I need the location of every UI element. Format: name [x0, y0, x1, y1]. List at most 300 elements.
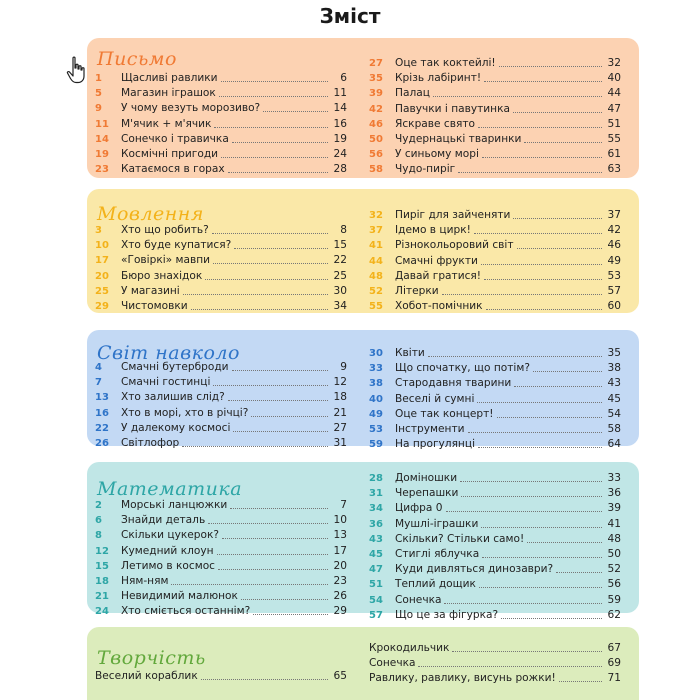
dot-leader: [474, 233, 602, 234]
toc-entry-title: Інструменти: [395, 422, 465, 435]
dot-leader: [263, 111, 328, 112]
toc-entry-number: 3: [95, 225, 102, 236]
toc-entry-number: 33: [369, 363, 383, 375]
toc-entry: [369, 486, 621, 501]
toc-entry-page: 11: [333, 87, 347, 100]
dot-leader: [233, 431, 328, 432]
dot-leader: [486, 309, 602, 310]
toc-entry-title: Морські ланцюжки: [121, 499, 228, 511]
toc-entry-title: Хобот-помічник: [395, 300, 483, 313]
toc-entry-number: 44: [369, 255, 383, 267]
toc-entry-page: 61: [607, 148, 621, 161]
toc-entry-page: 48: [607, 532, 621, 545]
toc-entry: [95, 421, 347, 436]
toc-entry: [369, 577, 621, 592]
toc-entry-number: 29: [95, 300, 109, 312]
toc-entry-page: 54: [607, 407, 621, 420]
toc-entry-number: 37: [369, 225, 383, 237]
toc-entry-number: 25: [95, 285, 109, 297]
toc-entry: [369, 223, 621, 238]
dot-leader: [251, 416, 328, 417]
toc-entry: [95, 669, 347, 684]
page-title: Зміст: [319, 4, 381, 28]
toc-entry: [369, 238, 621, 253]
dot-leader: [219, 96, 328, 97]
toc-entry-number: 40: [369, 393, 383, 405]
toc-entry-title: Стародавня тварини: [395, 377, 512, 390]
toc-entry: [369, 471, 621, 486]
toc-entry-number: 4: [95, 362, 102, 373]
toc-entry-title: У чому везуть морозиво?: [121, 102, 261, 115]
toc-entry-number: 48: [369, 270, 383, 282]
toc-entry-title: Доміношки: [395, 472, 458, 484]
toc-entry-title: Стиглі яблучка: [395, 547, 480, 560]
toc-entry-number: 10: [95, 240, 109, 252]
dot-leader: [234, 248, 328, 249]
dot-leader: [171, 584, 328, 585]
dot-leader: [442, 294, 602, 295]
toc-entry-number: 5: [95, 88, 102, 100]
toc-entry-title: Оце так коктейлі!: [395, 57, 496, 69]
toc-entry-page: 38: [607, 362, 621, 375]
toc-entry-title: Знайди деталь: [121, 514, 206, 527]
toc-entry-number: 23: [95, 164, 109, 176]
toc-entry-page: 69: [607, 657, 621, 670]
toc-entry: [369, 132, 621, 147]
toc-entry-page: 36: [607, 487, 621, 500]
dot-leader: [499, 66, 602, 67]
toc-entry-number: 31: [369, 488, 383, 500]
toc-entry-page: 18: [333, 391, 347, 404]
toc-entry-number: 34: [369, 503, 383, 515]
toc-entry-page: 59: [607, 593, 621, 606]
toc-entry: [369, 532, 621, 547]
dot-leader: [433, 96, 602, 97]
toc-entry-title: У далекому космосі: [121, 421, 231, 434]
dot-leader: [232, 370, 328, 371]
dot-leader: [222, 538, 328, 539]
toc-entry-page: 15: [333, 239, 347, 252]
toc-entry-page: 40: [607, 72, 621, 85]
toc-entry-page: 21: [333, 406, 347, 419]
toc-entry-number: 59: [369, 439, 383, 451]
dot-leader: [444, 603, 602, 604]
toc-entry-page: 51: [607, 117, 621, 130]
toc-entry-title: Скільки? Стільки само!: [395, 532, 525, 545]
toc-entry-page: 45: [607, 392, 621, 405]
toc-entry: [95, 406, 347, 421]
toc-entry-page: 12: [333, 376, 347, 389]
toc-entry-page: 28: [333, 163, 347, 176]
toc-entry-page: 16: [333, 117, 347, 130]
dot-leader: [484, 279, 602, 280]
toc-entry: [95, 528, 347, 543]
toc-entry: [95, 498, 347, 513]
toc-entry: [369, 437, 621, 452]
dot-leader: [458, 172, 602, 173]
toc-entry-title: Космічні пригоди: [121, 147, 219, 160]
toc-entry: [95, 86, 347, 101]
toc-entry-title: Пиріг для зайченяти: [395, 209, 511, 221]
toc-entry-page: 6: [340, 72, 347, 84]
section-tvorchist: [87, 627, 639, 700]
toc-entry-number: 18: [95, 575, 109, 587]
toc-entry-page: 17: [333, 544, 347, 557]
dot-leader: [481, 264, 602, 265]
toc-entry-title: Катаємося в горах: [121, 163, 225, 176]
toc-entry: [369, 117, 621, 132]
toc-entry-title: Куди дивляться динозаври?: [395, 563, 554, 576]
toc-entry-number: 38: [369, 378, 383, 390]
toc-column-left: [95, 669, 347, 684]
toc-entry: [369, 547, 621, 562]
toc-entry-number: 55: [369, 301, 383, 313]
toc-entry-number: 2: [95, 500, 102, 511]
section-pysmo: [87, 38, 639, 178]
toc-entry-page: 49: [607, 254, 621, 267]
toc-entry-number: 30: [369, 348, 383, 359]
toc-entry-title: Скільки цукерок?: [121, 529, 220, 542]
toc-entry: [369, 162, 621, 177]
toc-entry-number: 1: [95, 73, 102, 84]
toc-entry-number: 11: [95, 118, 109, 130]
toc-entry-number: 21: [95, 591, 109, 603]
toc-entry: [95, 71, 347, 86]
toc-entry-number: 42: [369, 103, 383, 115]
toc-entry-page: 10: [333, 514, 347, 527]
toc-entry-page: 55: [607, 132, 621, 145]
toc-entry: [95, 513, 347, 528]
dot-leader: [527, 542, 602, 543]
dot-leader: [221, 81, 328, 82]
toc-entry-number: 39: [369, 88, 383, 100]
toc-entry-title: Чистомовки: [121, 299, 188, 312]
toc-entry-title: Давай гратися!: [395, 269, 482, 282]
toc-entry-title: Яскраве свято: [395, 117, 476, 130]
toc-entry-title: Ням-ням: [121, 574, 169, 587]
toc-entry-number: 47: [369, 564, 383, 576]
toc-entry: [369, 254, 621, 269]
toc-entry-title: Чудернацькі тваринки: [395, 132, 522, 145]
dot-leader: [452, 651, 602, 652]
toc-entry-page: 22: [333, 254, 347, 267]
toc-entry-page: 25: [333, 269, 347, 282]
toc-entry-title: Оце так концерт!: [395, 407, 494, 420]
toc-entry-page: 13: [333, 529, 347, 542]
toc-entry-number: 19: [95, 148, 109, 160]
toc-column-right: [369, 346, 621, 452]
toc-entry-number: 24: [95, 606, 109, 618]
toc-entry-page: 42: [607, 224, 621, 237]
toc-entry-number: 56: [369, 149, 383, 161]
section-movlennia: [87, 189, 639, 313]
toc-entry-title: Равлику, равлику, висунь рожки!: [369, 672, 556, 685]
toc-column-right: [369, 471, 621, 623]
toc-entry: [369, 102, 621, 117]
toc-column-right: [369, 56, 621, 178]
toc-entry: [95, 223, 347, 238]
toc-entry-page: 39: [607, 502, 621, 515]
toc-entry-title: Невидимий малюнок: [121, 590, 238, 603]
toc-entry: [95, 132, 347, 147]
toc-entry: [95, 604, 347, 619]
toc-entry-title: Чудо-пиріг: [395, 163, 456, 176]
dot-leader: [213, 263, 328, 264]
toc-entry-page: 46: [607, 239, 621, 252]
hand-cursor-icon: [66, 56, 86, 84]
dot-leader: [228, 400, 328, 401]
toc-entry-page: 24: [333, 147, 347, 160]
dot-leader: [218, 569, 328, 570]
toc-entry-page: 23: [333, 574, 347, 587]
toc-column-left: [95, 360, 347, 451]
toc-entry: [95, 390, 347, 405]
toc-entry-page: 20: [333, 559, 347, 572]
dot-leader: [477, 402, 602, 403]
toc-entry-number: 15: [95, 560, 109, 572]
toc-entry-page: 9: [340, 361, 347, 373]
dot-leader: [482, 157, 602, 158]
section-title: Письмо: [97, 48, 177, 70]
toc-entry: [95, 436, 347, 451]
dot-leader: [214, 127, 328, 128]
dot-leader: [501, 618, 602, 619]
toc-entry-title: Ідемо в цирк!: [395, 224, 471, 237]
toc-entry-number: 17: [95, 255, 109, 267]
dot-leader: [217, 554, 328, 555]
toc-entry-title: Сонечка: [369, 657, 416, 670]
dot-leader: [418, 666, 602, 667]
toc-entry-title: Сонечка: [395, 593, 442, 606]
dot-leader: [533, 371, 602, 372]
toc-entry: [369, 608, 621, 623]
dot-leader: [556, 572, 602, 573]
toc-entry-page: 64: [607, 438, 621, 451]
toc-entry-title: Крізь лабіринт!: [395, 72, 482, 85]
dot-leader: [484, 81, 602, 82]
dot-leader: [428, 356, 602, 357]
toc-entry-page: 63: [607, 163, 621, 176]
dot-leader: [497, 417, 602, 418]
dot-leader: [482, 557, 602, 558]
toc-entry-number: 36: [369, 518, 383, 530]
dot-leader: [481, 527, 602, 528]
toc-entry: [369, 392, 621, 407]
section-matematyka: [87, 462, 639, 621]
toc-column-left: [95, 71, 347, 177]
toc-entry-number: 7: [95, 377, 102, 389]
toc-entry-page: 71: [607, 672, 621, 685]
toc-column-right: [369, 641, 621, 687]
toc-entry-page: 53: [607, 269, 621, 282]
toc-entry-number: 57: [369, 609, 383, 621]
toc-entry: [369, 407, 621, 422]
toc-entry-page: 57: [607, 284, 621, 297]
dot-leader: [460, 481, 602, 482]
dot-leader: [212, 233, 328, 234]
toc-entry-title: Хто залишив слід?: [121, 391, 225, 404]
dot-leader: [183, 294, 328, 295]
toc-entry: [369, 641, 621, 656]
toc-entry-title: Хто буде купатися?: [121, 239, 232, 252]
toc-column-left: [95, 223, 347, 314]
dot-leader: [446, 511, 603, 512]
toc-entry: [95, 238, 347, 253]
dot-leader: [468, 432, 602, 433]
toc-entry-page: 35: [607, 347, 621, 359]
toc-entry-page: 65: [333, 670, 347, 682]
toc-entry-page: 29: [333, 605, 347, 618]
toc-entry-number: 43: [369, 533, 383, 545]
toc-entry-number: 9: [95, 103, 102, 115]
dot-leader: [479, 587, 602, 588]
toc-entry: [95, 269, 347, 284]
toc-entry: [95, 559, 347, 574]
toc-entry-title: Веселі й сумні: [395, 392, 475, 405]
toc-entry-page: 58: [607, 422, 621, 435]
toc-entry: [369, 86, 621, 101]
toc-entry-title: Світлофор: [121, 436, 180, 449]
toc-entry-page: 41: [607, 517, 621, 530]
toc-entry: [95, 299, 347, 314]
toc-entry-number: 16: [95, 407, 109, 419]
toc-entry-title: Теплий дощик: [395, 578, 476, 591]
toc-entry-number: 53: [369, 423, 383, 435]
dot-leader: [461, 496, 602, 497]
dot-leader: [208, 523, 328, 524]
dot-leader: [478, 447, 602, 448]
dot-leader: [213, 385, 328, 386]
toc-entry-title: Літерки: [395, 284, 439, 297]
toc-entry-title: Кумедний клоун: [121, 544, 214, 557]
dot-leader: [201, 679, 328, 680]
toc-entry-number: 32: [369, 210, 383, 221]
toc-entry-title: Смачні гостинці: [121, 376, 211, 389]
toc-entry: [95, 544, 347, 559]
toc-entry-title: Смачні бутерброди: [121, 361, 229, 373]
toc-entry-title: Сонечко і травичка: [121, 132, 229, 145]
toc-entry-page: 19: [333, 132, 347, 145]
toc-entry-page: 7: [340, 499, 347, 511]
toc-entry-page: 62: [607, 608, 621, 621]
toc-entry-number: 14: [95, 133, 109, 145]
dot-leader: [232, 142, 328, 143]
dot-leader: [205, 279, 328, 280]
toc-entry: [369, 56, 621, 71]
dot-leader: [221, 157, 328, 158]
toc-entry-title: Що спочатку, що потім?: [395, 362, 530, 375]
toc-entry-title: Хто в морі, хто в річці?: [121, 406, 249, 419]
toc-entry: [369, 593, 621, 608]
toc-entry: [369, 269, 621, 284]
toc-entry-number: 46: [369, 118, 383, 130]
toc-entry: [95, 147, 347, 162]
section-title: Мовлення: [97, 203, 204, 225]
toc-entry-title: Хто сміється останнім?: [121, 605, 251, 618]
dot-leader: [559, 681, 602, 682]
toc-entry-page: 50: [607, 547, 621, 560]
toc-entry-title: Черепашки: [395, 487, 459, 500]
dot-leader: [478, 127, 602, 128]
dot-leader: [241, 599, 328, 600]
toc-entry-title: Хто що робить?: [121, 224, 209, 236]
toc-entry: [369, 361, 621, 376]
toc-entry-title: Що це за фігурка?: [395, 608, 499, 621]
toc-entry: [369, 501, 621, 516]
toc-entry-page: 27: [333, 421, 347, 434]
toc-entry-number: 35: [369, 73, 383, 85]
toc-entry-page: 31: [333, 436, 347, 449]
dot-leader: [191, 309, 328, 310]
dot-leader: [524, 142, 602, 143]
toc-entry-page: 60: [607, 300, 621, 313]
toc-entry-title: Мушлі-іграшки: [395, 517, 479, 530]
dot-leader: [228, 172, 328, 173]
dot-leader: [513, 112, 602, 113]
toc-entry: [369, 562, 621, 577]
toc-entry-page: 30: [333, 284, 347, 297]
toc-entry: [369, 656, 621, 671]
toc-entry-page: 26: [333, 590, 347, 603]
toc-entry-title: У синьому морі: [395, 148, 479, 161]
toc-entry: [95, 162, 347, 177]
toc-entry-page: 37: [607, 209, 621, 221]
toc-entry: [95, 117, 347, 132]
toc-entry-title: На прогулянці: [395, 438, 476, 451]
toc-entry: [369, 299, 621, 314]
toc-entry: [95, 375, 347, 390]
toc-entry-number: 26: [95, 437, 109, 449]
toc-entry: [369, 208, 621, 223]
toc-entry-title: Крокодильчик: [369, 642, 450, 654]
dot-leader: [230, 508, 328, 509]
toc-entry-title: Різнокольоровий світ: [395, 239, 514, 252]
toc-entry-title: Палац: [395, 87, 430, 100]
toc-entry: [369, 517, 621, 532]
toc-entry: [369, 376, 621, 391]
toc-entry-number: 41: [369, 240, 383, 252]
section-title: Математика: [97, 478, 243, 500]
toc-entry-title: Щасливі равлики: [121, 72, 218, 84]
toc-entry-number: 54: [369, 594, 383, 606]
dot-leader: [513, 218, 602, 219]
toc-entry-page: 8: [340, 224, 347, 236]
toc-entry-number: 20: [95, 270, 109, 282]
toc-entry-number: 22: [95, 422, 109, 434]
toc-entry: [369, 284, 621, 299]
toc-entry: [369, 671, 621, 686]
toc-entry: [369, 422, 621, 437]
dot-leader: [253, 614, 328, 615]
toc-entry-number: 27: [369, 58, 383, 69]
toc-entry: [95, 360, 347, 375]
toc-entry-number: 51: [369, 579, 383, 591]
toc-entry-title: Бюро знахідок: [121, 269, 203, 282]
toc-entry-title: Квіти: [395, 347, 425, 359]
toc-entry-title: М'ячик + м'ячик: [121, 117, 212, 130]
toc-entry-page: 67: [607, 642, 621, 654]
toc-entry-title: Павучки і павутинка: [395, 102, 510, 115]
toc-entry-number: 58: [369, 164, 383, 176]
toc-entry-number: 12: [95, 545, 109, 557]
toc-entry-number: 49: [369, 408, 383, 420]
toc-entry-page: 32: [607, 57, 621, 69]
dot-leader: [517, 248, 602, 249]
toc-column-left: [95, 498, 347, 620]
toc-entry-number: 6: [95, 515, 102, 527]
toc-entry-number: 45: [369, 548, 383, 560]
toc-entry-number: 50: [369, 133, 383, 145]
